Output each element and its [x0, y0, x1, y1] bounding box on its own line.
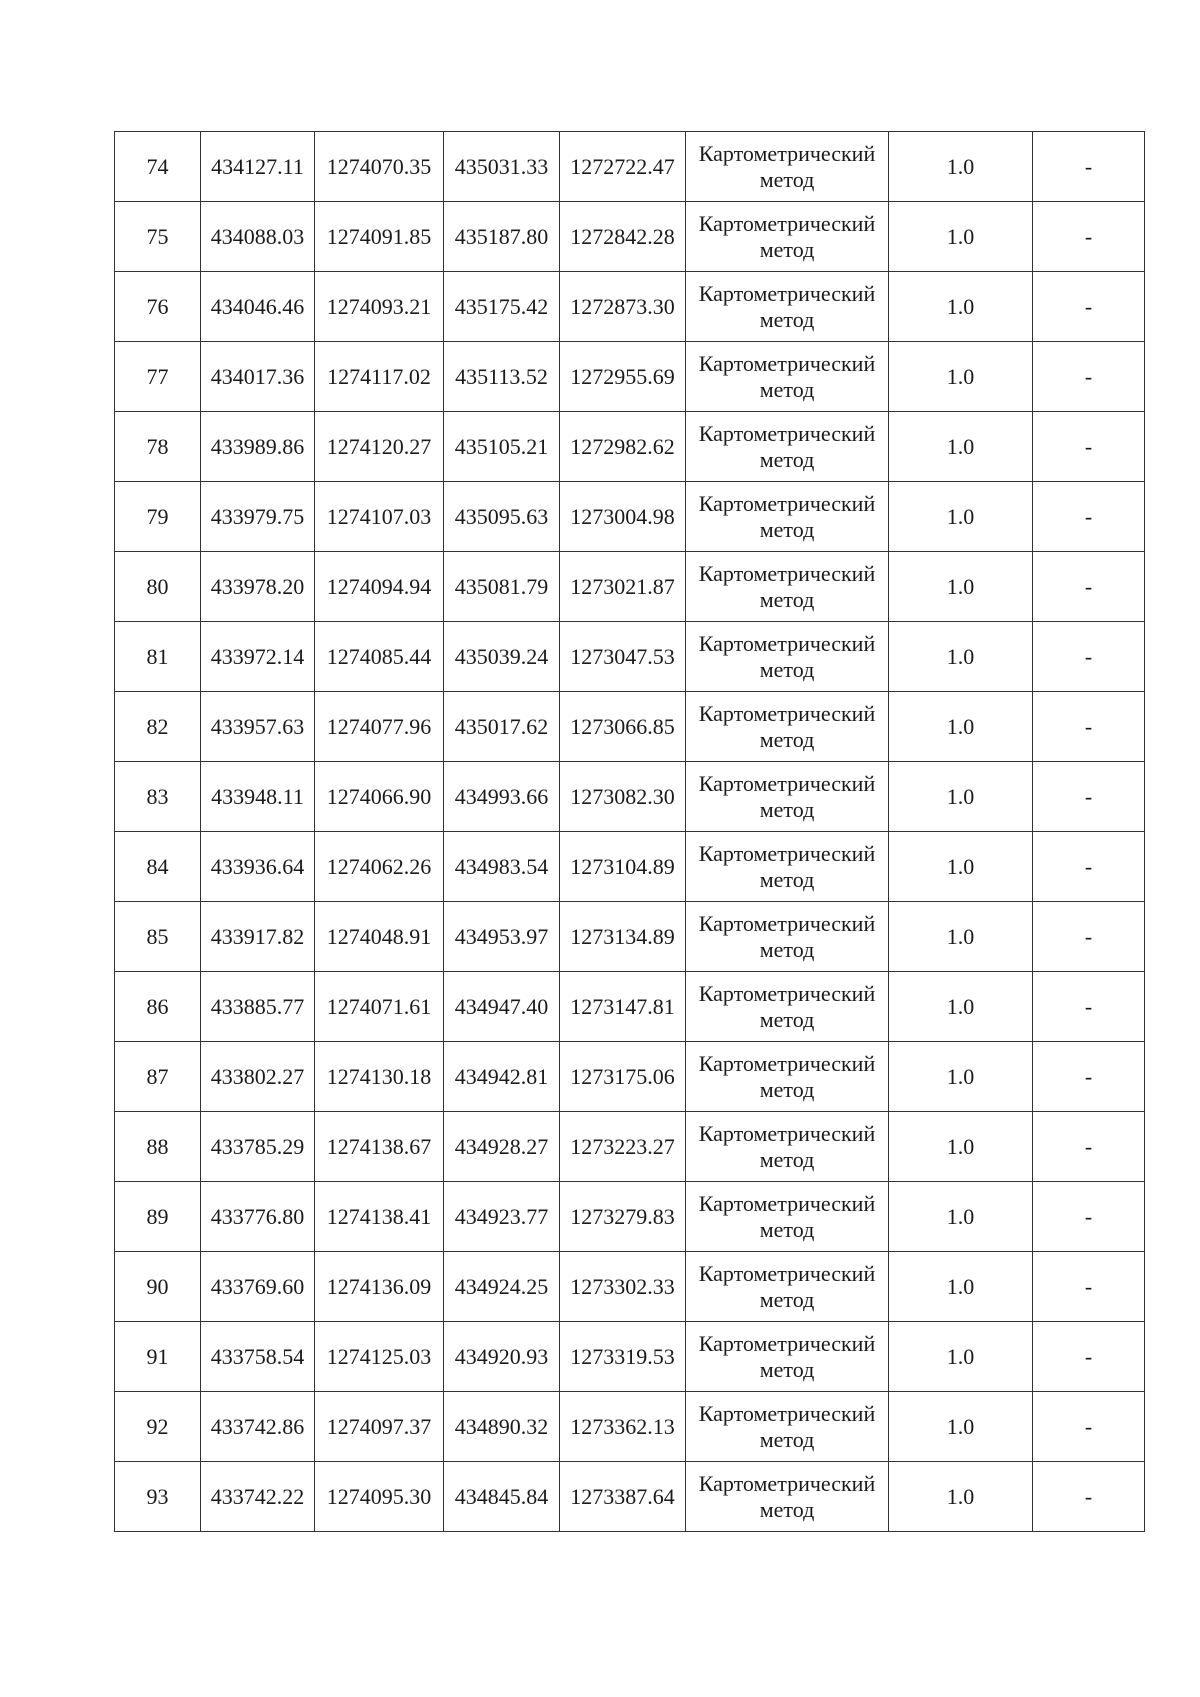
x2-coordinate-cell: 435081.79 — [444, 552, 560, 622]
accuracy-cell: 1.0 — [889, 412, 1033, 482]
method-cell — [686, 552, 889, 622]
y2-coordinate-cell: 1273066.85 — [560, 692, 686, 762]
table-row — [115, 692, 1145, 762]
accuracy-cell: 1.0 — [889, 692, 1033, 762]
x-coordinate-cell: 433957.63 — [201, 692, 315, 762]
x2-coordinate-cell: 434923.77 — [444, 1182, 560, 1252]
point-number-cell: 81 — [115, 622, 201, 692]
y-coordinate-cell: 1274095.30 — [315, 1462, 444, 1532]
x-coordinate-cell: 433948.11 — [201, 762, 315, 832]
x-coordinate-cell: 433742.22 — [201, 1462, 315, 1532]
table-row — [115, 1252, 1145, 1322]
y2-coordinate-cell: 1272955.69 — [560, 342, 686, 412]
x2-coordinate-cell: 434942.81 — [444, 1042, 560, 1112]
note-cell: - — [1033, 1112, 1145, 1182]
x-coordinate-cell: 433936.64 — [201, 832, 315, 902]
x2-coordinate-cell: 434920.93 — [444, 1322, 560, 1392]
accuracy-cell: 1.0 — [889, 1042, 1033, 1112]
note-cell: - — [1033, 1462, 1145, 1532]
method-line-1: Картометрический — [698, 1470, 876, 1496]
point-number-cell: 83 — [115, 762, 201, 832]
method-line-2: метод — [759, 796, 815, 822]
method-line-2: метод — [759, 726, 815, 752]
note-cell: - — [1033, 272, 1145, 342]
point-number-cell: 90 — [115, 1252, 201, 1322]
y2-coordinate-cell: 1273279.83 — [560, 1182, 686, 1252]
y2-coordinate-cell: 1273047.53 — [560, 622, 686, 692]
method-line-1: Картометрический — [698, 1330, 876, 1356]
y-coordinate-cell: 1274071.61 — [315, 972, 444, 1042]
accuracy-cell: 1.0 — [889, 1322, 1033, 1392]
point-number-cell: 93 — [115, 1462, 201, 1532]
note-cell: - — [1033, 1042, 1145, 1112]
method-line-2: метод — [759, 1076, 815, 1102]
x2-coordinate-cell: 434953.97 — [444, 902, 560, 972]
x-coordinate-cell: 433785.29 — [201, 1112, 315, 1182]
y-coordinate-cell: 1274138.41 — [315, 1182, 444, 1252]
method-line-1: Картометрический — [698, 280, 876, 306]
x2-coordinate-cell: 434947.40 — [444, 972, 560, 1042]
point-number-cell: 84 — [115, 832, 201, 902]
y2-coordinate-cell: 1272722.47 — [560, 132, 686, 202]
method-cell — [686, 202, 889, 272]
point-number-cell: 74 — [115, 132, 201, 202]
y-coordinate-cell: 1274093.21 — [315, 272, 444, 342]
method-line-2: метод — [759, 586, 815, 612]
method-cell — [686, 272, 889, 342]
y-coordinate-cell: 1274130.18 — [315, 1042, 444, 1112]
x-coordinate-cell: 433802.27 — [201, 1042, 315, 1112]
x2-coordinate-cell: 435031.33 — [444, 132, 560, 202]
method-line-2: метод — [759, 516, 815, 542]
table-row — [115, 342, 1145, 412]
y-coordinate-cell: 1274136.09 — [315, 1252, 444, 1322]
x-coordinate-cell: 434017.36 — [201, 342, 315, 412]
point-number-cell: 80 — [115, 552, 201, 622]
accuracy-cell: 1.0 — [889, 1462, 1033, 1532]
x2-coordinate-cell: 435187.80 — [444, 202, 560, 272]
x2-coordinate-cell: 435095.63 — [444, 482, 560, 552]
y2-coordinate-cell: 1273387.64 — [560, 1462, 686, 1532]
x-coordinate-cell: 434127.11 — [201, 132, 315, 202]
method-line-1: Картометрический — [698, 1400, 876, 1426]
x-coordinate-cell: 433758.54 — [201, 1322, 315, 1392]
note-cell: - — [1033, 762, 1145, 832]
note-cell: - — [1033, 552, 1145, 622]
method-line-2: метод — [759, 1006, 815, 1032]
table-row — [115, 552, 1145, 622]
method-cell — [686, 1252, 889, 1322]
table-row — [115, 762, 1145, 832]
x2-coordinate-cell: 435175.42 — [444, 272, 560, 342]
x2-coordinate-cell: 435017.62 — [444, 692, 560, 762]
y-coordinate-cell: 1274125.03 — [315, 1322, 444, 1392]
accuracy-cell: 1.0 — [889, 1112, 1033, 1182]
table-row — [115, 132, 1145, 202]
method-line-2: метод — [759, 1426, 815, 1452]
point-number-cell: 87 — [115, 1042, 201, 1112]
method-line-1: Картометрический — [698, 490, 876, 516]
x2-coordinate-cell: 434983.54 — [444, 832, 560, 902]
x-coordinate-cell: 434088.03 — [201, 202, 315, 272]
method-line-2: метод — [759, 1216, 815, 1242]
x-coordinate-cell: 433972.14 — [201, 622, 315, 692]
table-row — [115, 1322, 1145, 1392]
y-coordinate-cell: 1274070.35 — [315, 132, 444, 202]
accuracy-cell: 1.0 — [889, 342, 1033, 412]
note-cell: - — [1033, 622, 1145, 692]
accuracy-cell: 1.0 — [889, 902, 1033, 972]
note-cell: - — [1033, 972, 1145, 1042]
note-cell: - — [1033, 202, 1145, 272]
note-cell: - — [1033, 482, 1145, 552]
table-row — [115, 622, 1145, 692]
coordinates-table — [114, 131, 1145, 1532]
table-row — [115, 1112, 1145, 1182]
method-cell — [686, 1182, 889, 1252]
table-row — [115, 1462, 1145, 1532]
method-line-1: Картометрический — [698, 700, 876, 726]
note-cell: - — [1033, 1392, 1145, 1462]
y-coordinate-cell: 1274094.94 — [315, 552, 444, 622]
point-number-cell: 89 — [115, 1182, 201, 1252]
y2-coordinate-cell: 1273362.13 — [560, 1392, 686, 1462]
note-cell: - — [1033, 1182, 1145, 1252]
y2-coordinate-cell: 1273223.27 — [560, 1112, 686, 1182]
x-coordinate-cell: 433979.75 — [201, 482, 315, 552]
table-row — [115, 832, 1145, 902]
method-line-1: Картометрический — [698, 1120, 876, 1146]
method-line-2: метод — [759, 1356, 815, 1382]
y2-coordinate-cell: 1273319.53 — [560, 1322, 686, 1392]
method-line-1: Картометрический — [698, 560, 876, 586]
x2-coordinate-cell: 434890.32 — [444, 1392, 560, 1462]
table-row — [115, 902, 1145, 972]
x-coordinate-cell: 433978.20 — [201, 552, 315, 622]
y-coordinate-cell: 1274091.85 — [315, 202, 444, 272]
method-line-1: Картометрический — [698, 350, 876, 376]
accuracy-cell: 1.0 — [889, 482, 1033, 552]
method-cell — [686, 1042, 889, 1112]
method-line-2: метод — [759, 1286, 815, 1312]
method-cell — [686, 762, 889, 832]
method-line-2: метод — [759, 866, 815, 892]
x-coordinate-cell: 434046.46 — [201, 272, 315, 342]
method-line-2: метод — [759, 236, 815, 262]
method-line-1: Картометрический — [698, 630, 876, 656]
y-coordinate-cell: 1274085.44 — [315, 622, 444, 692]
y2-coordinate-cell: 1272982.62 — [560, 412, 686, 482]
table-row — [115, 412, 1145, 482]
note-cell: - — [1033, 902, 1145, 972]
method-cell — [686, 342, 889, 412]
x2-coordinate-cell: 435105.21 — [444, 412, 560, 482]
y2-coordinate-cell: 1273082.30 — [560, 762, 686, 832]
table-body — [115, 132, 1145, 1532]
y-coordinate-cell: 1274048.91 — [315, 902, 444, 972]
accuracy-cell: 1.0 — [889, 832, 1033, 902]
point-number-cell: 88 — [115, 1112, 201, 1182]
method-line-1: Картометрический — [698, 1260, 876, 1286]
table-row — [115, 202, 1145, 272]
table-row — [115, 482, 1145, 552]
x2-coordinate-cell: 434845.84 — [444, 1462, 560, 1532]
method-cell — [686, 902, 889, 972]
method-cell — [686, 482, 889, 552]
method-line-2: метод — [759, 1146, 815, 1172]
method-cell — [686, 832, 889, 902]
table-row — [115, 272, 1145, 342]
method-line-1: Картометрический — [698, 770, 876, 796]
method-line-2: метод — [759, 376, 815, 402]
method-line-1: Картометрический — [698, 1050, 876, 1076]
x2-coordinate-cell: 434993.66 — [444, 762, 560, 832]
note-cell: - — [1033, 1322, 1145, 1392]
accuracy-cell: 1.0 — [889, 972, 1033, 1042]
x-coordinate-cell: 433776.80 — [201, 1182, 315, 1252]
method-cell — [686, 132, 889, 202]
y-coordinate-cell: 1274120.27 — [315, 412, 444, 482]
x2-coordinate-cell: 434924.25 — [444, 1252, 560, 1322]
x-coordinate-cell: 433989.86 — [201, 412, 315, 482]
method-cell — [686, 1462, 889, 1532]
x2-coordinate-cell: 435039.24 — [444, 622, 560, 692]
method-line-1: Картометрический — [698, 140, 876, 166]
accuracy-cell: 1.0 — [889, 272, 1033, 342]
method-line-1: Картометрический — [698, 1190, 876, 1216]
note-cell: - — [1033, 832, 1145, 902]
method-line-2: метод — [759, 166, 815, 192]
y-coordinate-cell: 1274097.37 — [315, 1392, 444, 1462]
x2-coordinate-cell: 434928.27 — [444, 1112, 560, 1182]
method-line-1: Картометрический — [698, 210, 876, 236]
accuracy-cell: 1.0 — [889, 202, 1033, 272]
y-coordinate-cell: 1274117.02 — [315, 342, 444, 412]
method-cell — [686, 412, 889, 482]
x2-coordinate-cell: 435113.52 — [444, 342, 560, 412]
y2-coordinate-cell: 1273104.89 — [560, 832, 686, 902]
y2-coordinate-cell: 1272873.30 — [560, 272, 686, 342]
method-cell — [686, 972, 889, 1042]
method-line-2: метод — [759, 936, 815, 962]
accuracy-cell: 1.0 — [889, 1182, 1033, 1252]
point-number-cell: 77 — [115, 342, 201, 412]
y2-coordinate-cell: 1273302.33 — [560, 1252, 686, 1322]
point-number-cell: 86 — [115, 972, 201, 1042]
y2-coordinate-cell: 1273147.81 — [560, 972, 686, 1042]
method-cell — [686, 1112, 889, 1182]
note-cell: - — [1033, 1252, 1145, 1322]
y-coordinate-cell: 1274077.96 — [315, 692, 444, 762]
method-line-2: метод — [759, 1496, 815, 1522]
y2-coordinate-cell: 1273021.87 — [560, 552, 686, 622]
table-row — [115, 1182, 1145, 1252]
note-cell: - — [1033, 132, 1145, 202]
note-cell: - — [1033, 412, 1145, 482]
x-coordinate-cell: 433769.60 — [201, 1252, 315, 1322]
y2-coordinate-cell: 1273134.89 — [560, 902, 686, 972]
y-coordinate-cell: 1274066.90 — [315, 762, 444, 832]
point-number-cell: 92 — [115, 1392, 201, 1462]
accuracy-cell: 1.0 — [889, 132, 1033, 202]
point-number-cell: 75 — [115, 202, 201, 272]
accuracy-cell: 1.0 — [889, 622, 1033, 692]
method-line-1: Картометрический — [698, 980, 876, 1006]
point-number-cell: 82 — [115, 692, 201, 762]
x-coordinate-cell: 433885.77 — [201, 972, 315, 1042]
accuracy-cell: 1.0 — [889, 552, 1033, 622]
note-cell: - — [1033, 692, 1145, 762]
method-line-2: метод — [759, 656, 815, 682]
method-line-2: метод — [759, 446, 815, 472]
point-number-cell: 79 — [115, 482, 201, 552]
accuracy-cell: 1.0 — [889, 1252, 1033, 1322]
point-number-cell: 78 — [115, 412, 201, 482]
table-row — [115, 1392, 1145, 1462]
method-cell — [686, 622, 889, 692]
y2-coordinate-cell: 1272842.28 — [560, 202, 686, 272]
x-coordinate-cell: 433917.82 — [201, 902, 315, 972]
y2-coordinate-cell: 1273004.98 — [560, 482, 686, 552]
method-cell — [686, 1322, 889, 1392]
method-line-1: Картометрический — [698, 420, 876, 446]
y-coordinate-cell: 1274062.26 — [315, 832, 444, 902]
y-coordinate-cell: 1274107.03 — [315, 482, 444, 552]
table-row — [115, 1042, 1145, 1112]
method-cell — [686, 692, 889, 762]
note-cell: - — [1033, 342, 1145, 412]
method-cell — [686, 1392, 889, 1462]
accuracy-cell: 1.0 — [889, 1392, 1033, 1462]
accuracy-cell: 1.0 — [889, 762, 1033, 832]
table-row — [115, 972, 1145, 1042]
point-number-cell: 76 — [115, 272, 201, 342]
method-line-2: метод — [759, 306, 815, 332]
point-number-cell: 91 — [115, 1322, 201, 1392]
method-line-1: Картометрический — [698, 910, 876, 936]
x-coordinate-cell: 433742.86 — [201, 1392, 315, 1462]
y-coordinate-cell: 1274138.67 — [315, 1112, 444, 1182]
point-number-cell: 85 — [115, 902, 201, 972]
y2-coordinate-cell: 1273175.06 — [560, 1042, 686, 1112]
method-line-1: Картометрический — [698, 840, 876, 866]
